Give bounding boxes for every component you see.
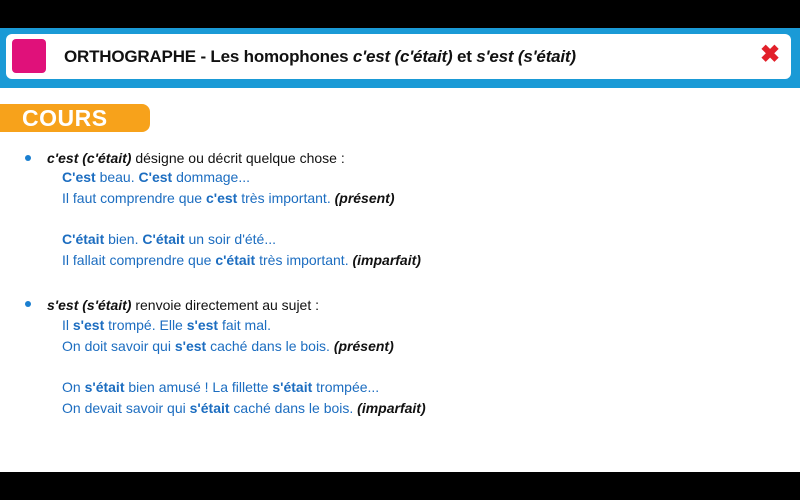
keyword: s'était <box>84 379 125 395</box>
section1-example-3 <box>62 231 276 247</box>
text: caché dans le bois. <box>229 400 358 416</box>
section2-term: s'est (s'était) <box>47 297 132 313</box>
screen <box>0 28 800 472</box>
keyword: s'était <box>272 379 313 395</box>
text: très important. <box>255 252 353 268</box>
text: caché dans le bois. <box>206 338 334 354</box>
section2-example-2 <box>62 338 394 354</box>
keyword: C'était <box>142 231 185 247</box>
cours-label: COURS <box>22 105 108 131</box>
text: On doit savoir qui <box>62 338 175 354</box>
text: beau. <box>95 169 139 185</box>
section1-term: c'est (c'était) <box>47 150 132 166</box>
title-term-cest: c'est <box>352 47 390 66</box>
text: trompée... <box>312 379 380 395</box>
section2-example-4 <box>62 400 426 416</box>
tense-label: (imparfait) <box>357 400 426 416</box>
section1-heading-rest: désigne ou décrit quelque chose : <box>131 150 345 166</box>
title-and: et <box>457 47 477 66</box>
tense-label: (imparfait) <box>352 252 421 268</box>
keyword: s'était <box>189 400 230 416</box>
tense-label: (présent) <box>334 190 395 206</box>
title-term-sest: s'est <box>476 47 514 66</box>
section1-example-2 <box>62 190 395 206</box>
title-paren-setait: (s'était) <box>517 47 576 66</box>
tense-label: (présent) <box>333 338 394 354</box>
page-title <box>64 47 576 67</box>
keyword: C'était <box>62 231 105 247</box>
text: Il faut comprendre que <box>62 190 206 206</box>
title-paren-cetait: (c'était) <box>394 47 453 66</box>
text: Il fallait comprendre que <box>62 252 216 268</box>
keyword: c'était <box>215 252 256 268</box>
header-panel <box>6 34 791 79</box>
cours-tab <box>0 104 150 132</box>
keyword: s'est <box>186 317 219 333</box>
section1-example-4 <box>62 252 421 268</box>
text: On devait savoir qui <box>62 400 190 416</box>
keyword: s'est <box>72 317 105 333</box>
keyword: c'est <box>205 190 238 206</box>
text: bien. <box>104 231 143 247</box>
section1-heading <box>47 150 345 166</box>
text: bien amusé ! La fillette <box>124 379 273 395</box>
title-prefix: ORTHOGRAPHE - Les homophones <box>64 47 353 66</box>
text: Il <box>62 317 73 333</box>
text: un soir d'été... <box>184 231 276 247</box>
close-icon[interactable]: ✖ <box>759 41 781 68</box>
text: trompé. Elle <box>104 317 187 333</box>
section2-heading <box>47 297 319 313</box>
logo-square-icon <box>12 39 46 73</box>
keyword: C'est <box>62 169 96 185</box>
bullet-icon <box>25 155 31 161</box>
section2-heading-rest: renvoie directement au sujet : <box>131 297 320 313</box>
section2-example-1 <box>62 317 271 333</box>
section1-example-1 <box>62 169 250 185</box>
text: dommage... <box>172 169 251 185</box>
section2-example-3 <box>62 379 379 395</box>
header-bar <box>0 28 800 88</box>
text: fait mal. <box>218 317 271 333</box>
keyword: s'est <box>174 338 207 354</box>
bullet-icon <box>25 301 31 307</box>
text: On <box>62 379 85 395</box>
text: très important. <box>237 190 335 206</box>
keyword: C'est <box>138 169 173 185</box>
